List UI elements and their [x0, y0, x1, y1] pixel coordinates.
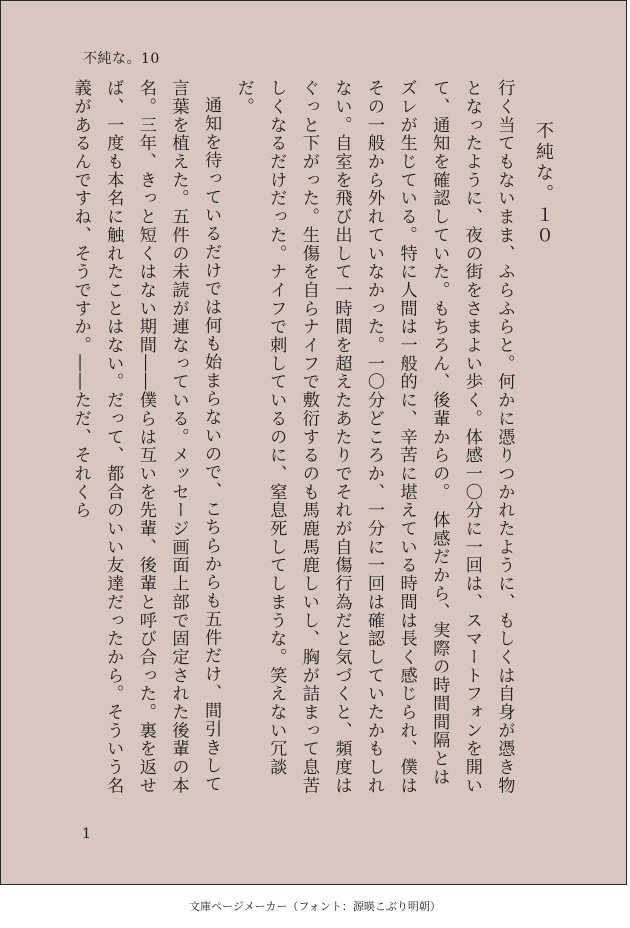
vertical-text-body: [69, 79, 559, 799]
chapter-title: 不純な。１０: [533, 121, 554, 247]
paragraph: 通知を待っているだけでは何も始まらないので、こちらからも五件だけ、間引きして言葉を植えた。五件の未読が連なっている。メッセージ画面上部で固定された後輩の本名。三年、きっと短くはない期間――僕らは互いを先輩、後輩と呼び合った。裏を返せば、一度も本名に触れたことはない。だって、都合のいい友達だったから。そういう名義があるんですね、そうですか。――ただ、それくら: [70, 79, 222, 795]
paragraph: 行く当てもないまま、ふらふらと。何かに憑りつかれたように、もしくは自身が憑き物となったように、夜の街をさまよい歩く。体感一〇分に一回は、スマートフォンを開いて、通知を確認していた。もちろん、後輩からの。 体感だから、実際の時間間隔とはズレが生じている。特に人間は一般的に、辛苦に堪えている時間は長く感じられ、僕はその一般から外れていなかった。一〇分どころか、一分に一回は確認していたかもしれない。自室を飛び出して一時間を超えたあたりでそれが自傷行為だと気づくと、頻度はぐっと下がった。生傷を自らナイフで敷衍するのも馬鹿馬鹿しいし、胸が詰まって息苦しくなるだけだった。ナイフで刺しているのに、窒息死してしまうな。笑えない冗談だ。: [233, 79, 515, 795]
footer-credit: 文庫ページメーカー（フォント：源暎こぶり明朝）: [189, 900, 441, 913]
running-header: 不純な。10: [83, 51, 160, 67]
page-number: 1: [82, 826, 91, 842]
